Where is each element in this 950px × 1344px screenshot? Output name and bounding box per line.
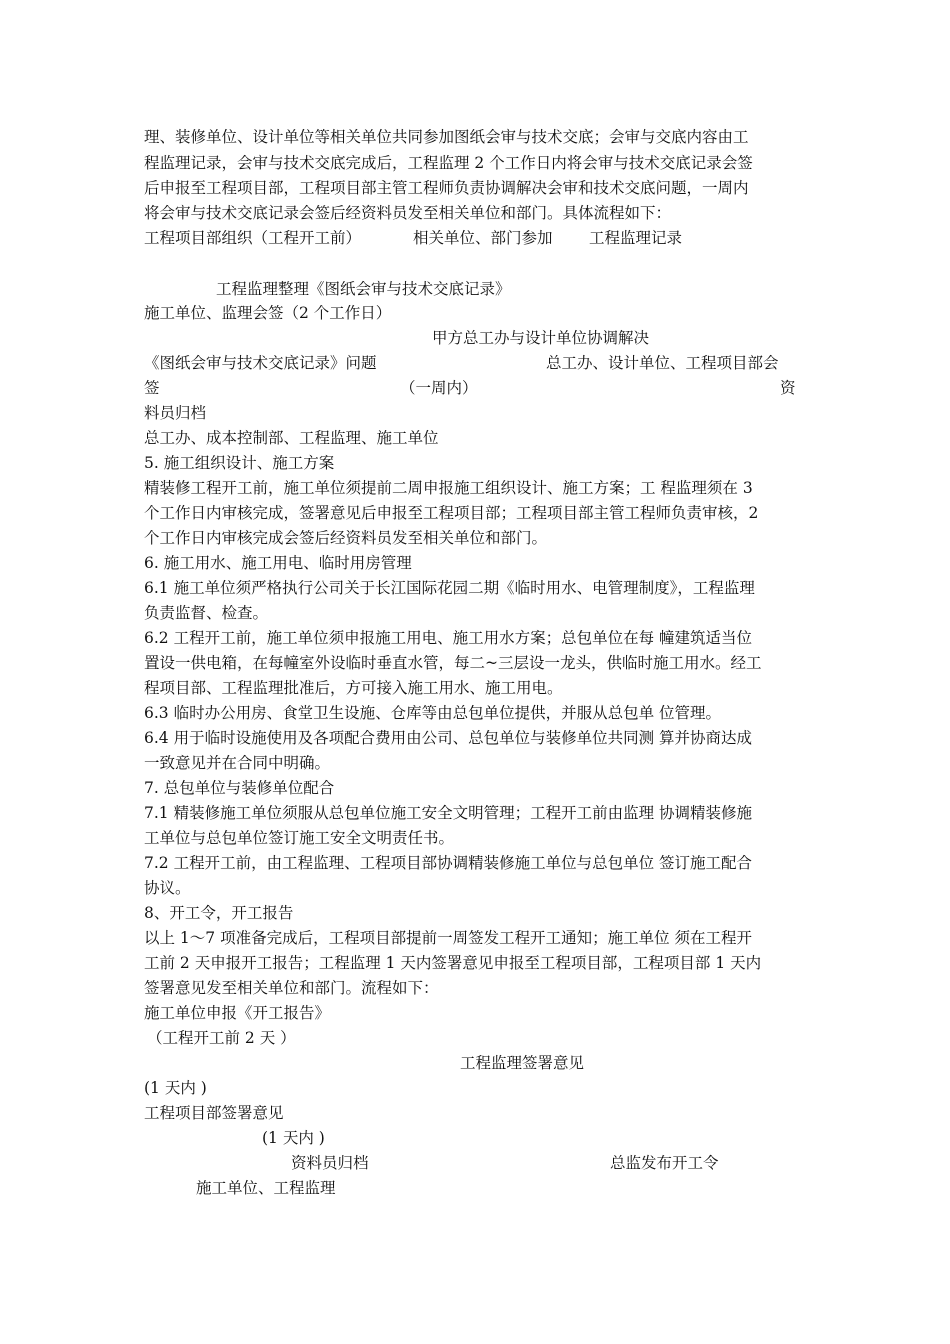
flow1-step-participate: 相关单位、部门参加 <box>413 229 553 247</box>
section-6-line: 一致意见并在合同中明确。 <box>144 754 331 772</box>
flow1-step-coordinate: 甲方总工办与设计单位协调解决 <box>432 329 650 347</box>
section-5-line: 个工作日内审核完成会签后经资料员发至相关单位和部门。 <box>144 529 548 547</box>
flow2-step-supervisor-sign: 工程监理签署意见 <box>460 1054 585 1072</box>
section-6-line: 6.4 用于临时设施使用及各项配合费用由公司、总包单位与装修单位共同测 算并协商达成 <box>144 729 753 747</box>
flow1-step-archive: 料员归档 <box>144 404 207 422</box>
flow1-step-sign: 签 <box>144 379 160 397</box>
section-7-line: 工单位与总包单位签订施工安全文明责任书。 <box>144 829 455 847</box>
section-6-line: 6.1 施工单位须严格执行公司关于长江国际花园二期《临时用水、电管理制度》，工程监理 <box>144 579 755 597</box>
intro-line: 理、装修单位、设计单位等相关单位共同参加图纸会审与技术交底；会审与交底内容由工 <box>144 128 749 146</box>
flow1-step-issue: 《图纸会审与技术交底记录》问题 <box>144 354 377 372</box>
flow1-step-countersign: 施工单位、监理会签（2 个工作日） <box>144 304 392 322</box>
section-7-heading: 7. 总包单位与装修单位配合 <box>144 779 335 797</box>
section-7-line: 7.1 精装修施工单位须服从总包单位施工安全文明管理；工程开工前由监理 协调精装修施 <box>144 804 753 822</box>
section-5-line: 个工作日内审核完成，签署意见后申报至工程项目部；工程项目部主管工程师负责审核，2 <box>144 504 759 522</box>
section-6-line: 负责监督、检查。 <box>144 604 269 622</box>
section-6-line: 6.3 临时办公用房、食堂卫生设施、仓库等由总包单位提供，并服从总包单 位管理。 <box>144 704 722 722</box>
section-6-line: 6.2 工程开工前，施工单位须申报施工用电、施工用水方案；总包单位在每 幢建筑适当位 <box>144 629 753 647</box>
section-5-line: 精装修工程开工前，施工单位须提前二周申报施工组织设计、施工方案；工 程监理须在 3 <box>144 479 753 497</box>
section-8-line: 以上 1～7 项准备完成后，工程项目部提前一周签发工程开工通知；施工单位 须在工程开 <box>144 929 753 947</box>
section-7-line: 协议。 <box>144 879 191 897</box>
section-6-line: 程项目部、工程监理批准后，方可接入施工用水、施工用电。 <box>144 679 563 697</box>
flow1-step-organize: 工程项目部组织（工程开工前） <box>144 229 362 247</box>
section-6-line: 置设一供电箱，在每幢室外设临时垂直水管，每二~三层设一龙头，供临时施工用水。经工 <box>144 654 762 672</box>
flow2-step-distribute: 施工单位、工程监理 <box>196 1179 336 1197</box>
flow2-step-one-day: (1 天内 ) <box>144 1079 207 1097</box>
section-8-line: 工前 2 天申报开工报告；工程监理 1 天内签署意见申报至工程项目部，工程项目部 1 天内 <box>144 954 762 972</box>
section-8-heading: 8、开工令，开工报告 <box>144 904 294 922</box>
flow2-step-project-sign: 工程项目部签署意见 <box>144 1104 284 1122</box>
section-8-line: 签署意见发至相关单位和部门。流程如下： <box>144 979 439 997</box>
flow1-step-compile: 工程监理整理《图纸会审与技术交底记录》 <box>216 280 511 298</box>
intro-line: 程监理记录，会审与技术交底完成后，工程监理 2 个工作日内将会审与技术交底记录会签 <box>144 154 753 172</box>
intro-line: 后申报至工程项目部，工程项目部主管工程师负责协调解决会审和技术交底问题，一周内 <box>144 179 749 197</box>
flow1-step-record: 工程监理记录 <box>589 229 683 247</box>
flow2-step-archive: 资料员归档 <box>291 1154 369 1172</box>
intro-line: 将会审与技术交底记录会签后经资料员发至相关单位和部门。具体流程如下： <box>144 204 672 222</box>
flow1-step-archive-start: 资 <box>780 379 796 397</box>
flow1-step-joint-sign: 总工办、设计单位、工程项目部会 <box>546 354 779 372</box>
flow2-step-one-day: (1 天内 ) <box>262 1129 325 1147</box>
flow1-step-within-week: （一周内） <box>400 379 478 397</box>
section-5-heading: 5. 施工组织设计、施工方案 <box>144 454 335 472</box>
flow2-step-before-start: （工程开工前 2 天 ） <box>147 1029 296 1047</box>
flow1-step-distribute: 总工办、成本控制部、工程监理、施工单位 <box>144 429 439 447</box>
flow2-step-report: 施工单位申报《开工报告》 <box>144 1004 331 1022</box>
flow2-step-start-order: 总监发布开工令 <box>610 1154 719 1172</box>
section-7-line: 7.2 工程开工前，由工程监理、工程项目部协调精装修施工单位与总包单位 签订施工配合 <box>144 854 753 872</box>
section-6-heading: 6. 施工用水、施工用电、临时用房管理 <box>144 554 412 572</box>
